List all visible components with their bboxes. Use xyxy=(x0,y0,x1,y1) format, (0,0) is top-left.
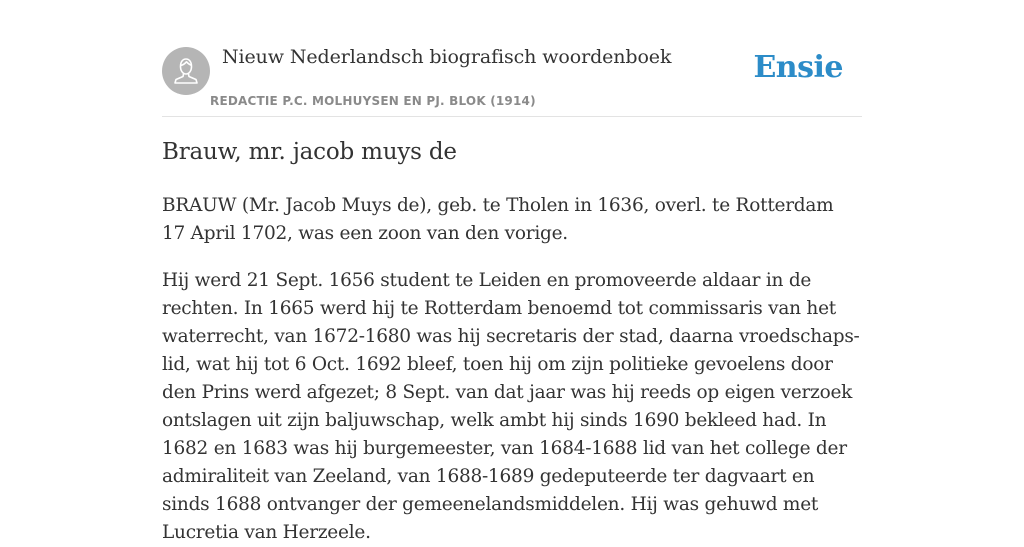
avatar[interactable] xyxy=(162,47,210,95)
page-container xyxy=(162,0,862,543)
article-title: Brauw, mr. jacob muys de xyxy=(162,139,457,165)
source-subtitle: REDACTIE P.C. MOLHUYSEN EN PJ. BLOK (1914) xyxy=(210,94,536,108)
source-title[interactable]: Nieuw Nederlandsch biografisch woordenboek xyxy=(222,46,672,68)
article-paragraph: BRAUW (Mr. Jacob Muys de), geb. te Tholen in 1636, overl. te Rotterdam 17 April 1702, was een zoon van den vorige. xyxy=(162,195,834,244)
source-header xyxy=(162,0,862,117)
article-paragraph: Hij werd 21 Sept. 1656 student te Leiden en promoveerde aldaar in de rechten. In 1665 werd hij te Rotterdam benoemd tot commissaris van het waterrecht, van 1672-1680 was hij secretaris der stad, daarna vroedschaps- lid, wat hij tot 6 Oct. 1692 bleef, toen hij om zijn politieke gevoelens door den Prins werd afgezet; 8 Sept. van dat jaar was hij reeds op eigen verzoek ontslagen uit zijn baljuwschap, welk ambt hij sinds 1690 bekleed had. In 1682 en 1683 was hij burgemeester, van 1684-1688 lid van het college der admiraliteit van Zeeland, van 1688-1689 gedeputeerde ter dagvaart en sinds 1688 ontvanger der gemeenelandsmiddelen. Hij was gehuwd met Lucretia van Herzeele. xyxy=(162,270,860,543)
user-silhouette-icon xyxy=(162,47,210,95)
ensie-logo[interactable]: Ensie xyxy=(753,50,843,85)
